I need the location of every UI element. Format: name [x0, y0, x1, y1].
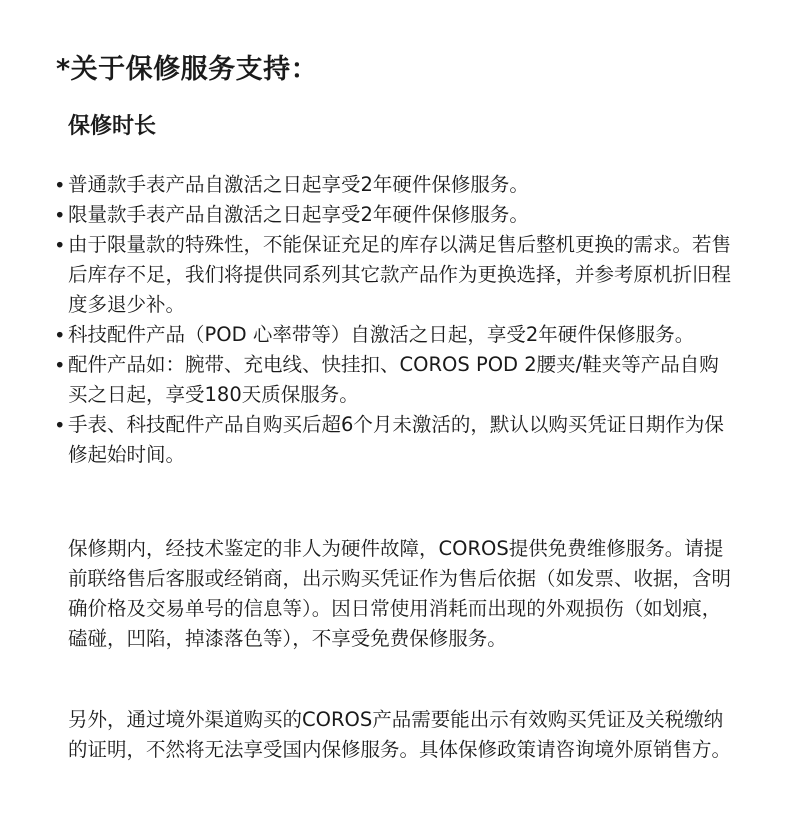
list-item-text: 手表、科技配件产品自购买后超6个月未激活的，默认以购买凭证日期作为保修起始时间。	[68, 413, 724, 466]
list-item	[54, 230, 734, 320]
list-item	[54, 200, 734, 230]
bullet-icon: •	[54, 234, 66, 257]
warranty-scope-paragraph: 保修期内，经技术鉴定的非人为硬件故障，COROS提供免费维修服务。请提前联络售后客服或经销商，出示购买凭证作为售后依据（如发票、收据，含明确价格及交易单号的信息等）。因日常使用消耗而出现的外观损伤（如划痕，磕碰，凹陷，掉漆落色等），不享受免费保修服务。	[68, 537, 732, 650]
list-item	[54, 350, 734, 410]
list-item-text: 由于限量款的特殊性，不能保证充足的库存以满足售后整机更换的需求。若售后库存不足，我们将提供同系列其它款产品作为更换选择，并参考原机折旧程度多退少补。	[68, 233, 732, 316]
warranty-period-list	[54, 170, 734, 470]
bullet-icon: •	[54, 354, 66, 377]
bullet-icon: •	[54, 414, 66, 437]
section-title-warranty-period: 保修时长	[68, 114, 157, 139]
list-item-text: 配件产品如：腕带、充电线、快挂扣、COROS POD 2腰夹/鞋夹等产品自购买之日起，享受180天质保服务。	[68, 353, 719, 406]
page-title: *关于保修服务支持：	[56, 54, 319, 85]
list-item	[54, 410, 734, 470]
bullet-icon: •	[54, 204, 66, 227]
bullet-icon: •	[54, 324, 66, 347]
list-item-text: 科技配件产品（POD 心率带等）自激活之日起，享受2年硬件保修服务。	[68, 323, 695, 346]
list-item-text: 限量款手表产品自激活之日起享受2年硬件保修服务。	[68, 203, 529, 226]
list-item	[54, 170, 734, 200]
bullet-icon: •	[54, 174, 66, 197]
list-item-text: 普通款手表产品自激活之日起享受2年硬件保修服务。	[68, 173, 529, 196]
list-item	[54, 320, 734, 350]
overseas-purchase-paragraph: 另外，通过境外渠道购买的COROS产品需要能出示有效购买凭证及关税缴纳的证明，不然将无法享受国内保修服务。具体保修政策请咨询境外原销售方。	[68, 708, 732, 761]
